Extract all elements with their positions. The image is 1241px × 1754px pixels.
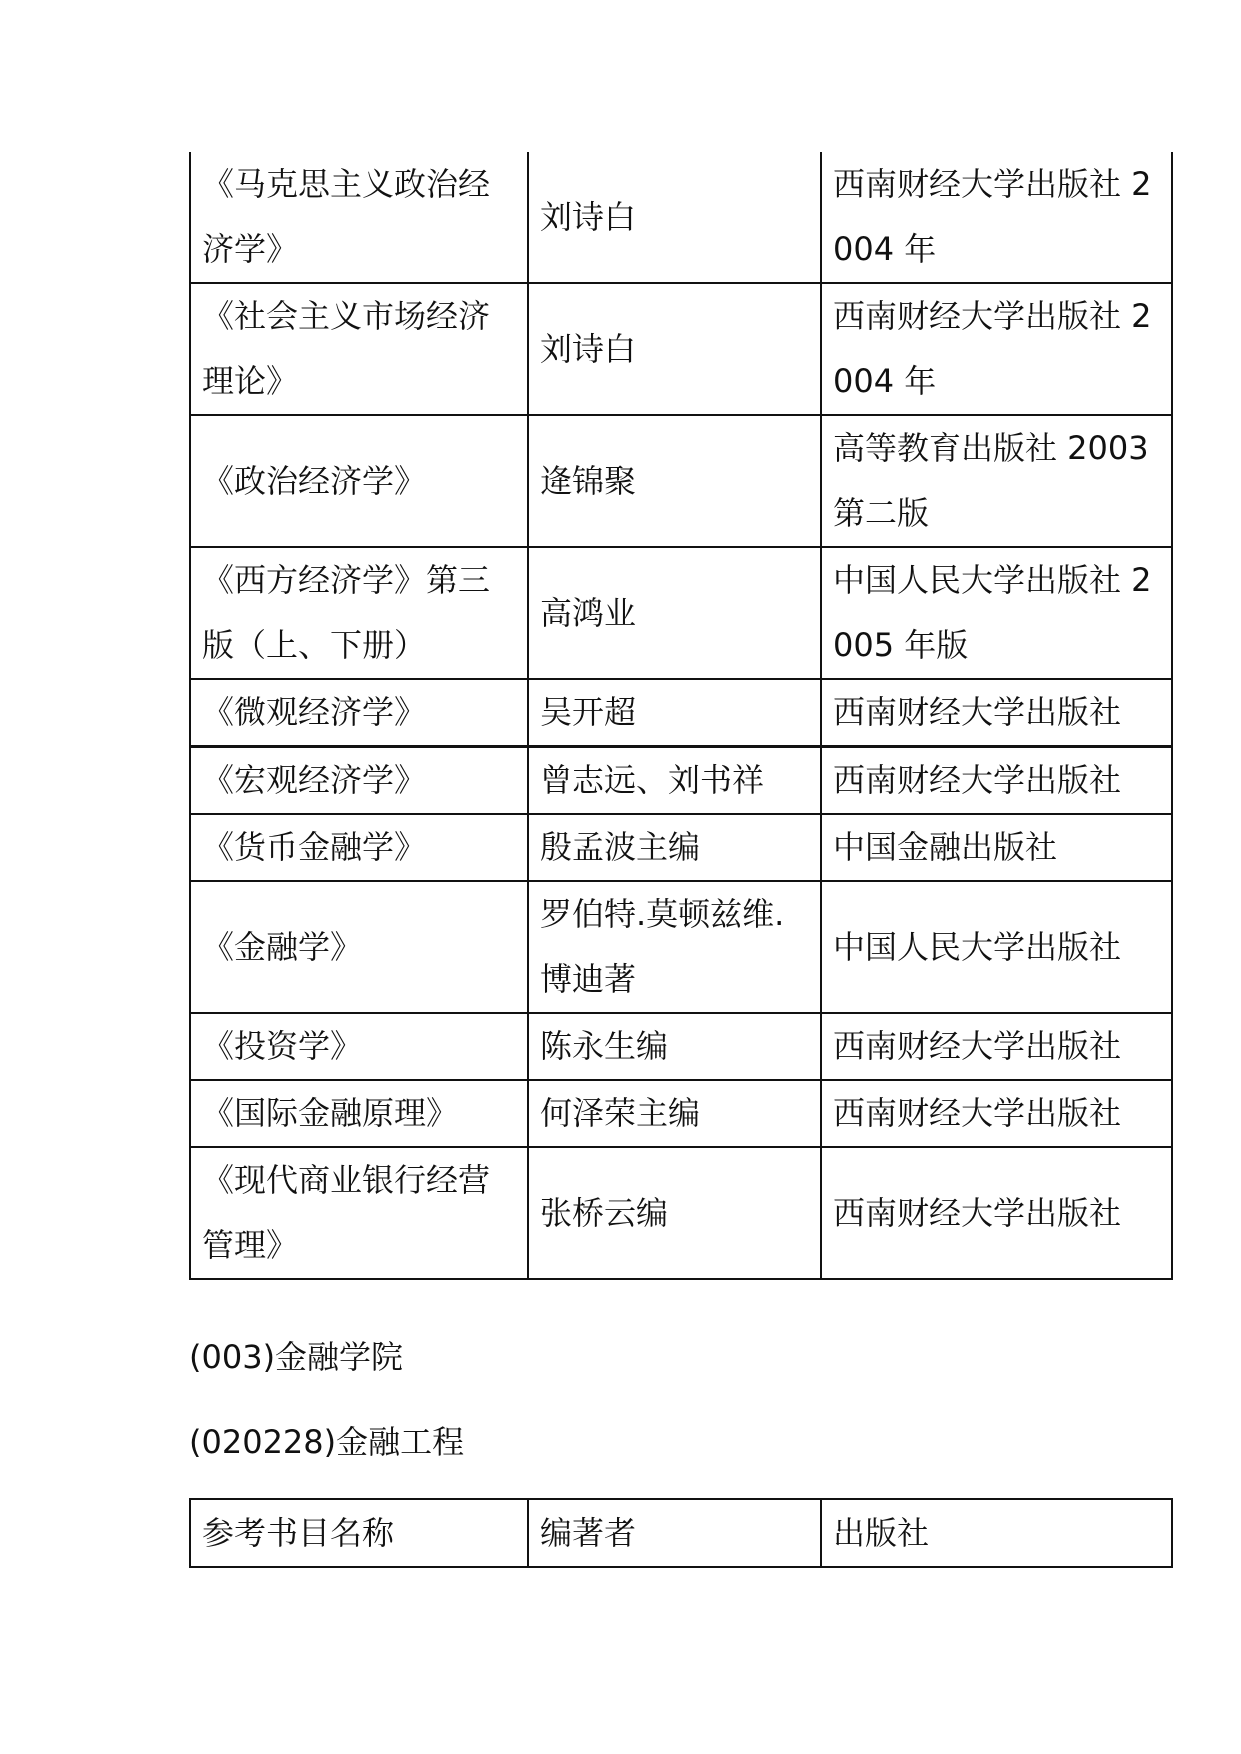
- table-row: [190, 415, 1172, 547]
- book-publisher-cell: 西南财经大学出版社: [821, 1147, 1172, 1279]
- table-row: [190, 547, 1172, 679]
- book-author-cell: 罗伯特.莫顿兹维.博迪著: [528, 881, 821, 1013]
- book-title-cell: 《金融学》: [190, 881, 528, 1013]
- book-author-cell: 陈永生编: [528, 1013, 821, 1080]
- book-author-cell: 殷孟波主编: [528, 814, 821, 881]
- book-publisher-cell: 中国人民大学出版社 2005 年版: [821, 547, 1172, 679]
- book-publisher-cell: 高等教育出版社 2003 第二版: [821, 415, 1172, 547]
- table-row: [190, 881, 1172, 1013]
- book-author-cell: 刘诗白: [528, 152, 821, 283]
- reference-books-header-table: [189, 1498, 1173, 1568]
- header-title-cell: 参考书目名称: [190, 1499, 528, 1567]
- table-row: [190, 1013, 1172, 1080]
- book-author-cell: 刘诗白: [528, 283, 821, 415]
- major-heading: (020228)金融工程: [189, 1423, 465, 1461]
- book-publisher-cell: 西南财经大学出版社: [821, 679, 1172, 747]
- table-row: [190, 152, 1172, 283]
- book-title-cell: 《宏观经济学》: [190, 747, 528, 815]
- college-heading: (003)金融学院: [189, 1338, 404, 1376]
- book-publisher-cell: 西南财经大学出版社: [821, 1013, 1172, 1080]
- book-publisher-cell: 西南财经大学出版社: [821, 747, 1172, 815]
- header-author-cell: 编著者: [528, 1499, 821, 1567]
- book-author-cell: 张桥云编: [528, 1147, 821, 1279]
- book-title-cell: 《微观经济学》: [190, 679, 528, 747]
- book-title-cell: 《社会主义市场经济理论》: [190, 283, 528, 415]
- book-author-cell: 高鸿业: [528, 547, 821, 679]
- book-title-cell: 《货币金融学》: [190, 814, 528, 881]
- book-title-cell: 《西方经济学》第三版（上、下册）: [190, 547, 528, 679]
- book-title-cell: 《现代商业银行经营管理》: [190, 1147, 528, 1279]
- book-author-cell: 逄锦聚: [528, 415, 821, 547]
- book-author-cell: 吴开超: [528, 679, 821, 747]
- book-title-cell: 《马克思主义政治经济学》: [190, 152, 528, 283]
- table-row: [190, 1147, 1172, 1279]
- reference-books-table: [189, 152, 1173, 1280]
- book-publisher-cell: 西南财经大学出版社: [821, 1080, 1172, 1147]
- table-row: [190, 283, 1172, 415]
- book-title-cell: 《政治经济学》: [190, 415, 528, 547]
- book-publisher-cell: 中国人民大学出版社: [821, 881, 1172, 1013]
- book-publisher-cell: 中国金融出版社: [821, 814, 1172, 881]
- table-row: [190, 814, 1172, 881]
- book-author-cell: 何泽荣主编: [528, 1080, 821, 1147]
- table-header-row: [190, 1499, 1172, 1567]
- book-title-cell: 《投资学》: [190, 1013, 528, 1080]
- table-row: [190, 1080, 1172, 1147]
- book-title-cell: 《国际金融原理》: [190, 1080, 528, 1147]
- book-publisher-cell: 西南财经大学出版社 2004 年: [821, 152, 1172, 283]
- table-row: [190, 679, 1172, 747]
- header-publisher-cell: 出版社: [821, 1499, 1172, 1567]
- book-author-cell: 曾志远、刘书祥: [528, 747, 821, 815]
- table-row: [190, 747, 1172, 815]
- book-publisher-cell: 西南财经大学出版社 2004 年: [821, 283, 1172, 415]
